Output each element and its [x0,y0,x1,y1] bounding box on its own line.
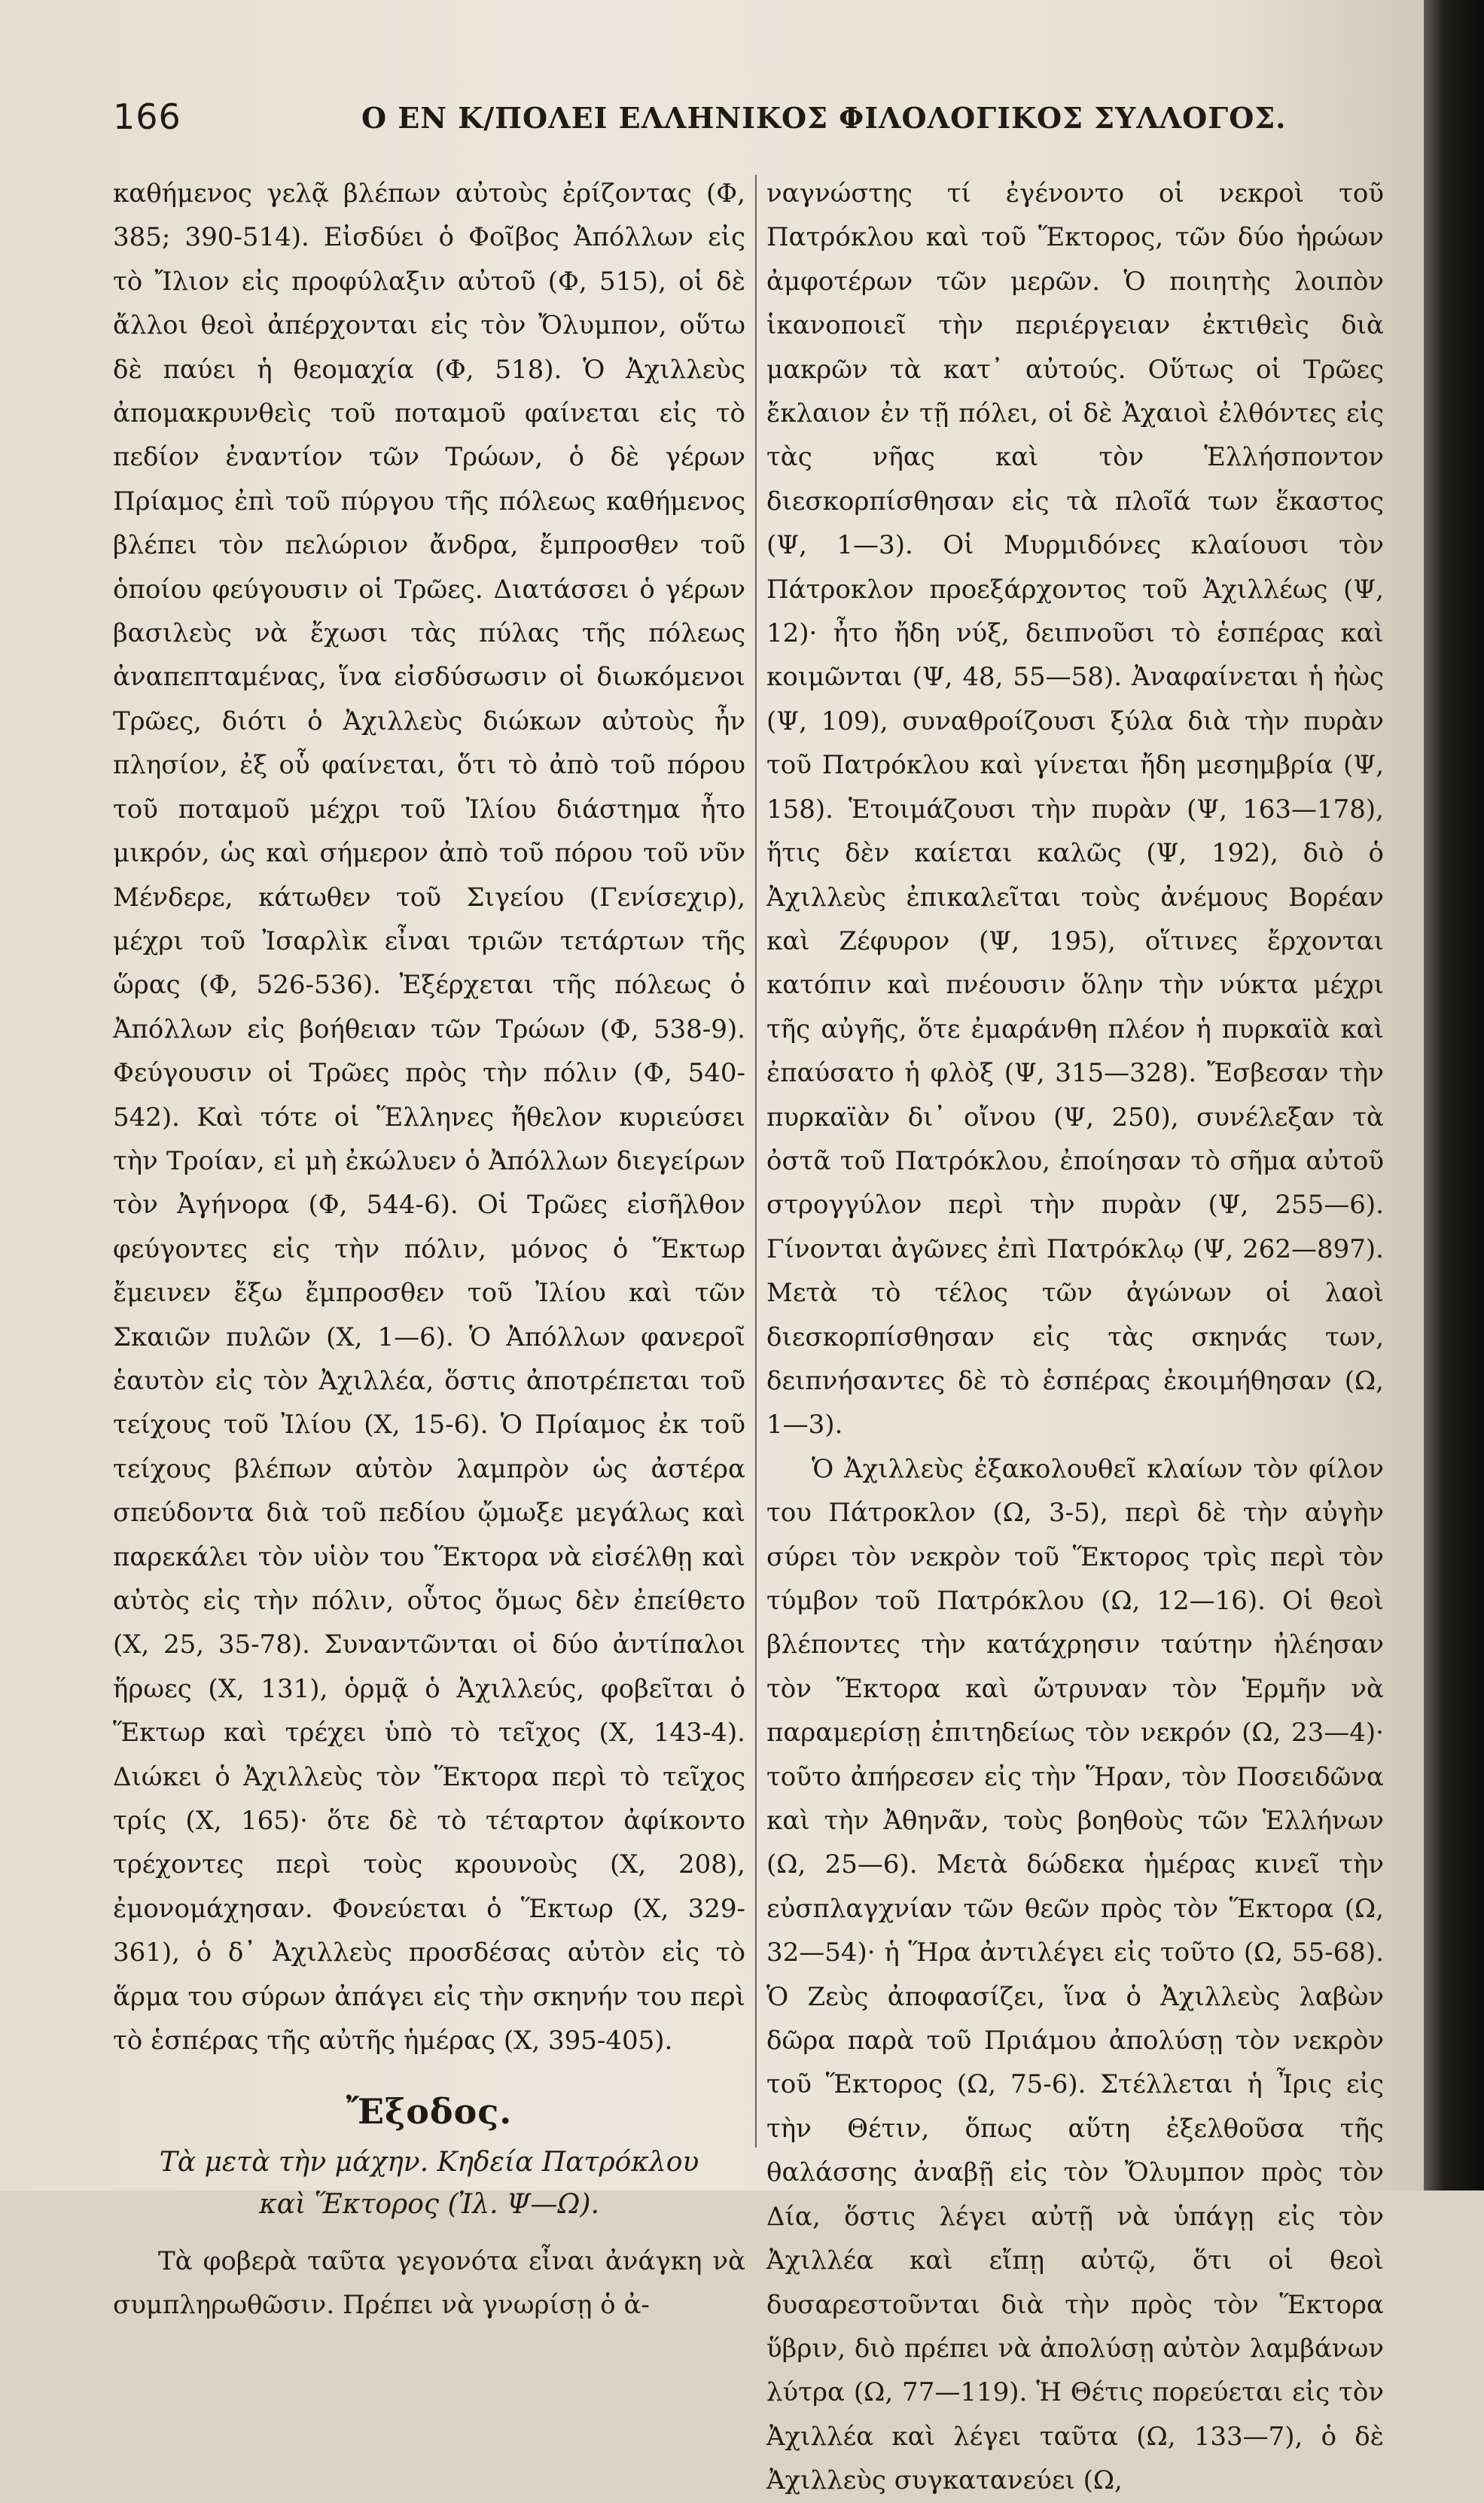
running-head [113,96,1363,149]
section-subtitle-line-2: καὶ Ἕκτορος (Ἰλ. Ψ—Ω). [259,2188,599,2220]
page-number: 166 [113,96,181,137]
left-paragraph-1: καθήμενος γελᾷ βλέπων αὐτοὺς ἐρίζοντας (Φ, 385; 390-514). Εἰσδύει ὁ Φοῖβος Ἀπόλλων εἰς τὸ Ἴλιον εἰς προφύλαξιν αὐτοῦ (Φ, 515), οἱ δὲ ἄλλοι θεοὶ ἀπέρχονται εἰς τὸν Ὄλυμπον, οὕτω δὲ παύει ἡ θεομαχία (Φ, 518). Ὁ Ἀχιλλεὺς ἀπομακρυνθεὶς τοῦ ποταμοῦ φαίνεται εἰς τὸ πεδίον ἐναντίον τῶν Τρώων, ὁ δὲ γέρων Πρίαμος ἐπὶ τοῦ πύργου τῆς πόλεως καθήμενος βλέπει τὸν πελώριον ἄνδρα, ἔμπροσθεν τοῦ ὁποίου φεύγουσιν οἱ Τρῶες. Διατάσσει ὁ γέρων βασιλεὺς νὰ ἔχωσι τὰς πύλας τῆς πόλεως ἀναπεπταμένας, ἵνα εἰσδύσωσιν οἱ διωκόμενοι Τρῶες, διότι ὁ Ἀχιλλεὺς διώκων αὐτοὺς ἦν πλησίον, ἐξ οὗ φαίνεται, ὅτι τὸ ἀπὸ τοῦ πόρου τοῦ ποταμοῦ μέχρι τοῦ Ἰλίου διάστημα ἦτο μικρόν, ὡς καὶ σήμερον ἀπὸ τοῦ πόρου τοῦ νῦν Μένδερε, κάτωθεν τοῦ Σιγείου (Γενίσεχιρ), μέχρι τοῦ Ἰσαρλὶκ εἶναι τριῶν τετάρτων τῆς ὥρας (Φ, 526-536). Ἐξέρχεται τῆς πόλεως ὁ Ἀπόλλων εἰς βοήθειαν τῶν Τρώων (Φ, 538-9). Φεύγουσιν οἱ Τρῶες πρὸς τὴν πόλιν (Φ, 540-542). Καὶ τότε οἱ Ἕλληνες ἤθελον κυριεύσει τὴν Τροίαν, εἰ μὴ ἐκώλυεν ὁ Ἀπόλλων διεγείρων τὸν Ἀγήνορα (Φ, 544-6). Οἱ Τρῶες εἰσῆλθον φεύγοντες εἰς τὴν πόλιν, μόνος ὁ Ἕκτωρ ἔμεινεν ἔξω ἔμπροσθεν τοῦ Ἰλίου καὶ τῶν Σκαιῶν πυλῶν (Χ, 1—6). Ὁ Ἀπόλλων φανεροῖ ἑαυτὸν εἰς τὸν Ἀχιλλέα, ὅστις ἀποτρέπεται τοῦ τείχους τοῦ Ἰλίου (Χ, 15-6). Ὁ Πρίαμος ἐκ τοῦ τείχους βλέπων αὐτὸν λαμπρὸν ὡς ἀστέρα σπεύδοντα διὰ τοῦ πεδίου ᾤμωξε μεγάλως καὶ παρεκάλει τὸν υἱὸν του Ἕκτορα νὰ εἰσέλθῃ καὶ αὐτὸς εἰς τὴν πόλιν, οὗτος ὅμως δὲν ἐπείθετο (Χ, 25, 35-78). Συναντῶνται οἱ δύο ἀντίπαλοι ἥρωες (Χ, 131), ὁρμᾷ ὁ Ἀχιλλεύς, φοβεῖται ὁ Ἕκτωρ καὶ τρέχει ὑπὸ τὸ τεῖχος (Χ, 143-4). Διώκει ὁ Ἀχιλλεὺς τὸν Ἕκτορα περὶ τὸ τεῖχος τρίς (Χ, 165)· ὅτε δὲ τὸ τέταρτον ἀφίκοντο τρέχοντες περὶ τοὺς κρουνοὺς (Χ, 208), ἐμονομάχησαν. Φονεύεται ὁ Ἕκτωρ (Χ, 329-361), ὁ δ᾽ Ἀχιλλεὺς προσδέσας αὐτὸν εἰς τὸ ἅρμα του σύρων ἀπάγει εἰς τὴν σκηνήν του περὶ τὸ ἑσπέρας τῆς αὐτῆς ἡμέρας (Χ, 395-405). [113,178,745,2056]
section-subtitle-line-1: Τὰ μετὰ τὴν μάχην. Κηδεία Πατρόκλου [159,2146,699,2178]
left-column [113,172,745,2328]
journal-title: Ο ΕΝ Κ/ΠΟΛΕΙ ΕΛΛΗΝΙΚΟΣ ΦΙΛΟΛΟΓΙΚΟΣ ΣΥΛΛΟΓΟΣ. [361,101,1287,135]
left-paragraph-2: Τὰ φοβερὰ ταῦτα γεγονότα εἶναι ἀνάγκη νὰ συμπληρωθῶσιν. Πρέπει νὰ γνωρίσῃ ὁ ἀ- [113,2245,745,2321]
right-paragraph-1: ναγνώστης τί ἐγένοντο οἱ νεκροὶ τοῦ Πατρόκλου καὶ τοῦ Ἕκτορος, τῶν δύο ἡρώων ἀμφοτέρων τῶν μερῶν. Ὁ ποιητὴς λοιπὸν ἱκανοποιεῖ τὴν περιέργειαν ἐκτιθεὶς διὰ μακρῶν τὰ κατ᾽ αὐτούς. Οὕτως οἱ Τρῶες ἔκλαιον ἐν τῇ πόλει, οἱ δὲ Ἀχαιοὶ ἐλθόντες εἰς τὰς νῆας καὶ τὸν Ἑλλήσποντον διεσκορπίσθησαν εἰς τὰ πλοῖά των ἕκαστος (Ψ, 1—3). Οἱ Μυρμιδόνες κλαίουσι τὸν Πάτροκλον προεξάρχοντος τοῦ Ἀχιλλέως (Ψ, 12)· ἦτο ἤδη νύξ, δειπνοῦσι τὸ ἑσπέρας καὶ κοιμῶνται (Ψ, 48, 55—58). Ἀναφαίνεται ἡ ἠὼς (Ψ, 109), συναθροίζουσι ξύλα διὰ τὴν πυρὰν τοῦ Πατρόκλου καὶ γίνεται ἤδη μεσημβρία (Ψ, 158). Ἑτοιμάζουσι τὴν πυρὰν (Ψ, 163—178), ἥτις δὲν καίεται καλῶς (Ψ, 192), διὸ ὁ Ἀχιλλεὺς ἐπικαλεῖται τοὺς ἀνέμους Βορέαν καὶ Ζέφυρον (Ψ, 195), οἵτινες ἔρχονται κατόπιν καὶ πνέουσιν ὅλην τὴν νύκτα μέχρι τῆς αὐγῆς, ὅτε ἐμαράνθη πλέον ἡ πυρκαϊὰ καὶ ἐπαύσατο ἡ φλὸξ (Ψ, 315—328). Ἔσβεσαν τὴν πυρκαϊὰν δι᾽ οἴνου (Ψ, 250), συνέλεξαν τὰ ὀστᾶ τοῦ Πατρόκλου, ἐποίησαν τὸ σῆμα αὐτοῦ στρογγύλον περὶ τὴν πυρὰν (Ψ, 255—6). Γίνονται ἀγῶνες ἐπὶ Πατρόκλῳ (Ψ, 262—897). Μετὰ τὸ τέλος τῶν ἀγώνων οἱ λαοὶ διεσκορπίσθησαν εἰς τὰς σκηνάς των, δειπνήσαντες δὲ τὸ ἑσπέρας ἐκοιμήθησαν (Ω, 1—3). [766,178,1384,1441]
section-heading: Ἔξοδος. [346,2091,513,2133]
book-binding-edge [1424,0,1484,2191]
column-divider [755,175,757,2148]
right-column [766,172,1384,2503]
right-paragraph-2: Ὁ Ἀχιλλεὺς ἐξακολουθεῖ κλαίων τὸν φίλον του Πάτροκλον (Ω, 3-5), περὶ δὲ τὴν αὐγὴν σύρει τὸν νεκρὸν τοῦ Ἕκτορος τρὶς περὶ τὸν τύμβον τοῦ Πατρόκλου (Ω, 12—16). Οἱ θεοὶ βλέποντες τὴν κατάχρησιν ταύτην ἠλέησαν τὸν Ἕκτορα καὶ ὤτρυναν τὸν Ἑρμῆν νὰ παραμερίσῃ ἐπιτηδείως τὸν νεκρόν (Ω, 23—4)· τοῦτο ἀπήρεσεν εἰς τὴν Ἥραν, τὸν Ποσειδῶνα καὶ τὴν Ἀθηνᾶν, τοὺς βοηθοὺς τῶν Ἑλλήνων (Ω, 25—6). Μετὰ δώδεκα ἡμέρας κινεῖ τὴν εὐσπλαγχνίαν τῶν θεῶν πρὸς τὸν Ἕκτορα (Ω, 32—54)· ἡ Ἥρα ἀντιλέγει εἰς τοῦτο (Ω, 55-68). Ὁ Ζεὺς ἀποφασίζει, ἵνα ὁ Ἀχιλλεὺς λαβὼν δῶρα παρὰ τοῦ Πριάμου ἀπολύσῃ τὸν νεκρὸν τοῦ Ἕκτορος (Ω, 75-6). Στέλλεται ἡ Ἶρις εἰς τὴν Θέτιν, ὅπως αὕτη ἐξελθοῦσα τῆς θαλάσσης ἀναβῇ εἰς τὸν Ὄλυμπον πρὸς τὸν Δία, ὅστις λέγει αὐτῇ νὰ ὑπάγῃ εἰς τὸν Ἀχιλλέα καὶ εἴπῃ αὐτῷ, ὅτι οἱ θεοὶ δυσαρεστοῦνται διὰ τὴν πρὸς τὸν Ἕκτορα ὕβριν, διὸ πρέπει νὰ ἀπολύσῃ αὐτὸν λαμβάνων λύτρα (Ω, 77—119). Ἡ Θέτις πορεύεται εἰς τὸν Ἀχιλλέα καὶ λέγει ταῦτα (Ω, 133—7), ὁ δὲ Ἀχιλλεὺς συγκατανεύει (Ω, [766,1453,1384,2496]
section-subtitle [113,2142,745,2226]
